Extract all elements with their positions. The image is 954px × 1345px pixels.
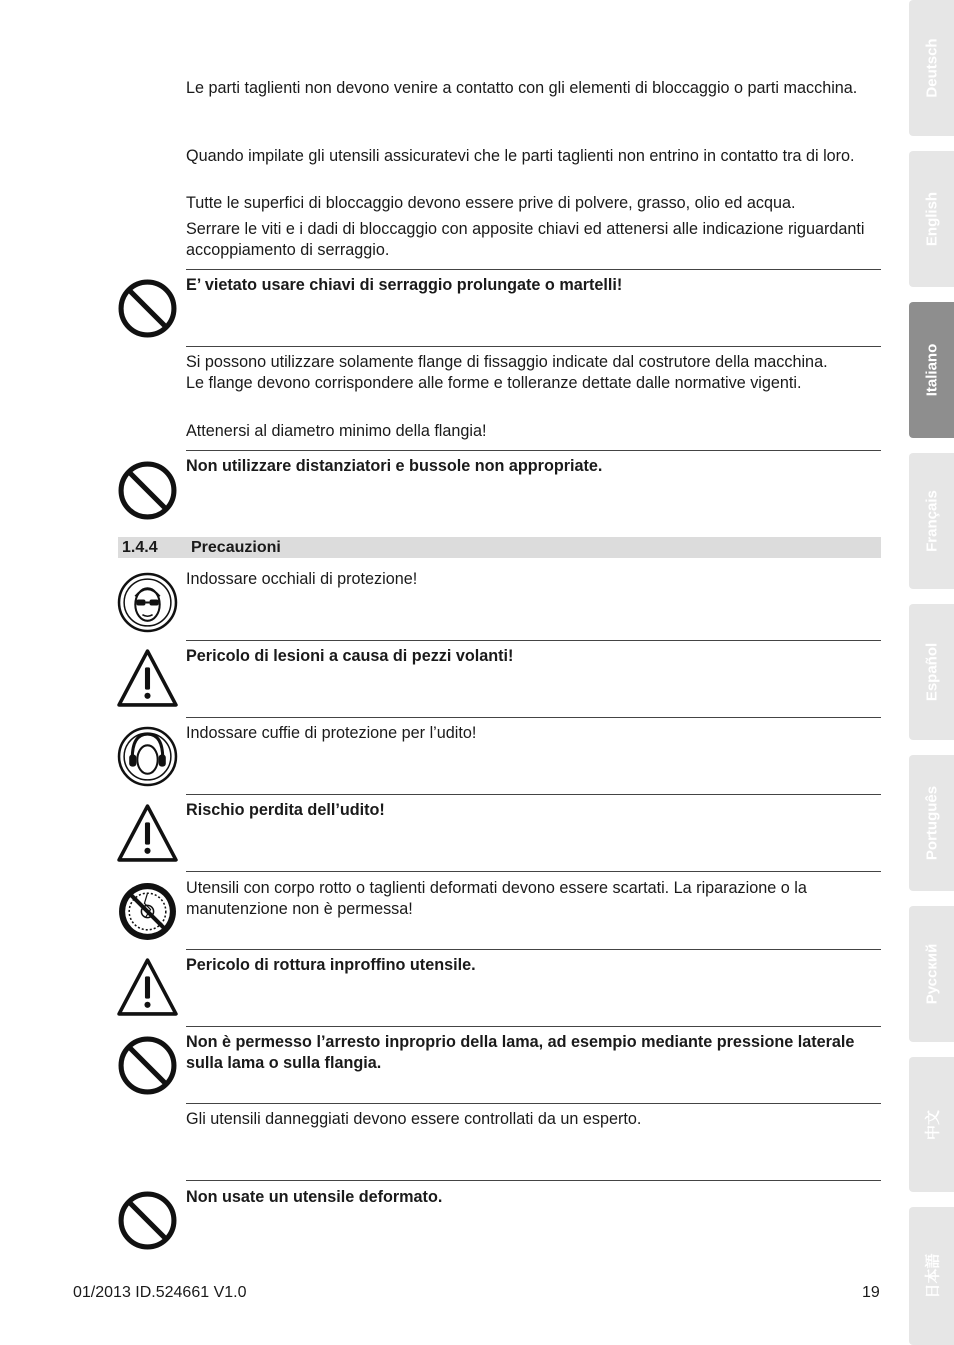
prohibition-icon xyxy=(117,460,178,521)
tab-russian[interactable]: Русский xyxy=(909,906,954,1042)
tab-portugues[interactable]: Português xyxy=(909,755,954,891)
footer-doc-id: 01/2013 ID.524661 V1.0 xyxy=(73,1284,247,1301)
prohibition-icon xyxy=(117,1190,178,1251)
prohibition-icon xyxy=(117,1035,178,1096)
section-heading xyxy=(118,537,881,558)
warning-hearing-loss: Rischio perdita dell’udito! xyxy=(186,801,385,819)
divider xyxy=(186,794,881,795)
divider xyxy=(186,346,881,347)
paragraph-cutting-parts: Le parti taglienti non devono venire a contatto con gli elementi di bloccaggio o parti macchina. xyxy=(186,79,858,97)
warning-triangle-icon xyxy=(117,648,178,709)
section-number: 1.4.4 xyxy=(122,539,158,556)
divider xyxy=(186,717,881,718)
paragraph-stacking: Quando impilate gli utensili assicuratevi che le parti taglienti non entrino in contatto tra di loro. xyxy=(186,147,855,165)
broken-blade-prohibition-icon xyxy=(117,881,178,942)
tab-francais[interactable]: Français xyxy=(909,453,954,589)
paragraph-flange-tolerances: Le flange devono corrispondere alle forme e tolleranze dettate dalle normative vigenti. xyxy=(186,374,802,392)
goggles-mandatory-icon xyxy=(117,572,178,633)
prohibition-icon xyxy=(117,278,178,339)
tab-chinese[interactable]: 中文 xyxy=(909,1057,954,1192)
tab-espanol[interactable]: Español xyxy=(909,604,954,740)
tab-deutsch[interactable]: Deutsch xyxy=(909,0,954,136)
warning-tool-breakage: Pericolo di rottura inproffino utensile. xyxy=(186,956,476,974)
divider xyxy=(186,640,881,641)
warning-no-deformed-tool: Non usate un utensile deformato. xyxy=(186,1188,443,1206)
page-number: 19 xyxy=(862,1284,880,1301)
paragraph-clean-surfaces: Tutte le superfici di bloccaggio devono essere prive di polvere, grasso, olio ed acqua. xyxy=(186,194,796,212)
divider xyxy=(186,949,881,950)
divider xyxy=(186,450,881,451)
tab-english[interactable]: English xyxy=(909,151,954,287)
warning-no-spacers: Non utilizzare distanziatori e bussole non appropriate. xyxy=(186,457,603,475)
precaution-discard-broken-tools: Utensili con corpo rotto o taglienti deformati devono essere scartati. La riparazione o la manutenzione non è permessa! xyxy=(186,879,807,918)
precaution-wear-ear-protection: Indossare cuffie di protezione per l’udito! xyxy=(186,724,477,742)
warning-flying-parts: Pericolo di lesioni a causa di pezzi volanti! xyxy=(186,647,514,665)
divider xyxy=(186,1026,881,1027)
paragraph-flanges: Si possono utilizzare solamente flange di fissaggio indicate dal costrutore della macchina. xyxy=(186,353,828,371)
warning-no-improper-blade-stop: Non è permesso l’arresto inproprio della lama, ad esempio mediante pressione laterale sulla lama o sulla flangia. xyxy=(186,1033,855,1072)
divider xyxy=(186,1180,881,1181)
warning-triangle-icon xyxy=(117,803,178,864)
divider xyxy=(186,1103,881,1104)
precaution-wear-goggles: Indossare occhiali di protezione! xyxy=(186,570,418,588)
divider xyxy=(186,871,881,872)
ear-protection-icon xyxy=(117,726,178,787)
language-tabs xyxy=(909,0,954,1345)
section-title: Precauzioni xyxy=(191,539,281,556)
precaution-expert-check: Gli utensili danneggiati devono essere controllati da un esperto. xyxy=(186,1110,642,1128)
paragraph-tighten-screws: Serrare le viti e i dadi di bloccaggio con apposite chiavi ed attenersi alle indicazione riguardanti accoppiamento di serraggio. xyxy=(186,220,865,259)
warning-triangle-icon xyxy=(117,957,178,1018)
warning-no-extension-keys: E’ vietato usare chiavi di serraggio prolungate o martelli! xyxy=(186,276,623,294)
paragraph-min-diameter: Attenersi al diametro minimo della flangia! xyxy=(186,422,487,440)
tab-italiano[interactable]: Italiano xyxy=(909,302,954,438)
divider xyxy=(186,269,881,270)
tab-japanese[interactable]: 日本語 xyxy=(909,1207,954,1345)
